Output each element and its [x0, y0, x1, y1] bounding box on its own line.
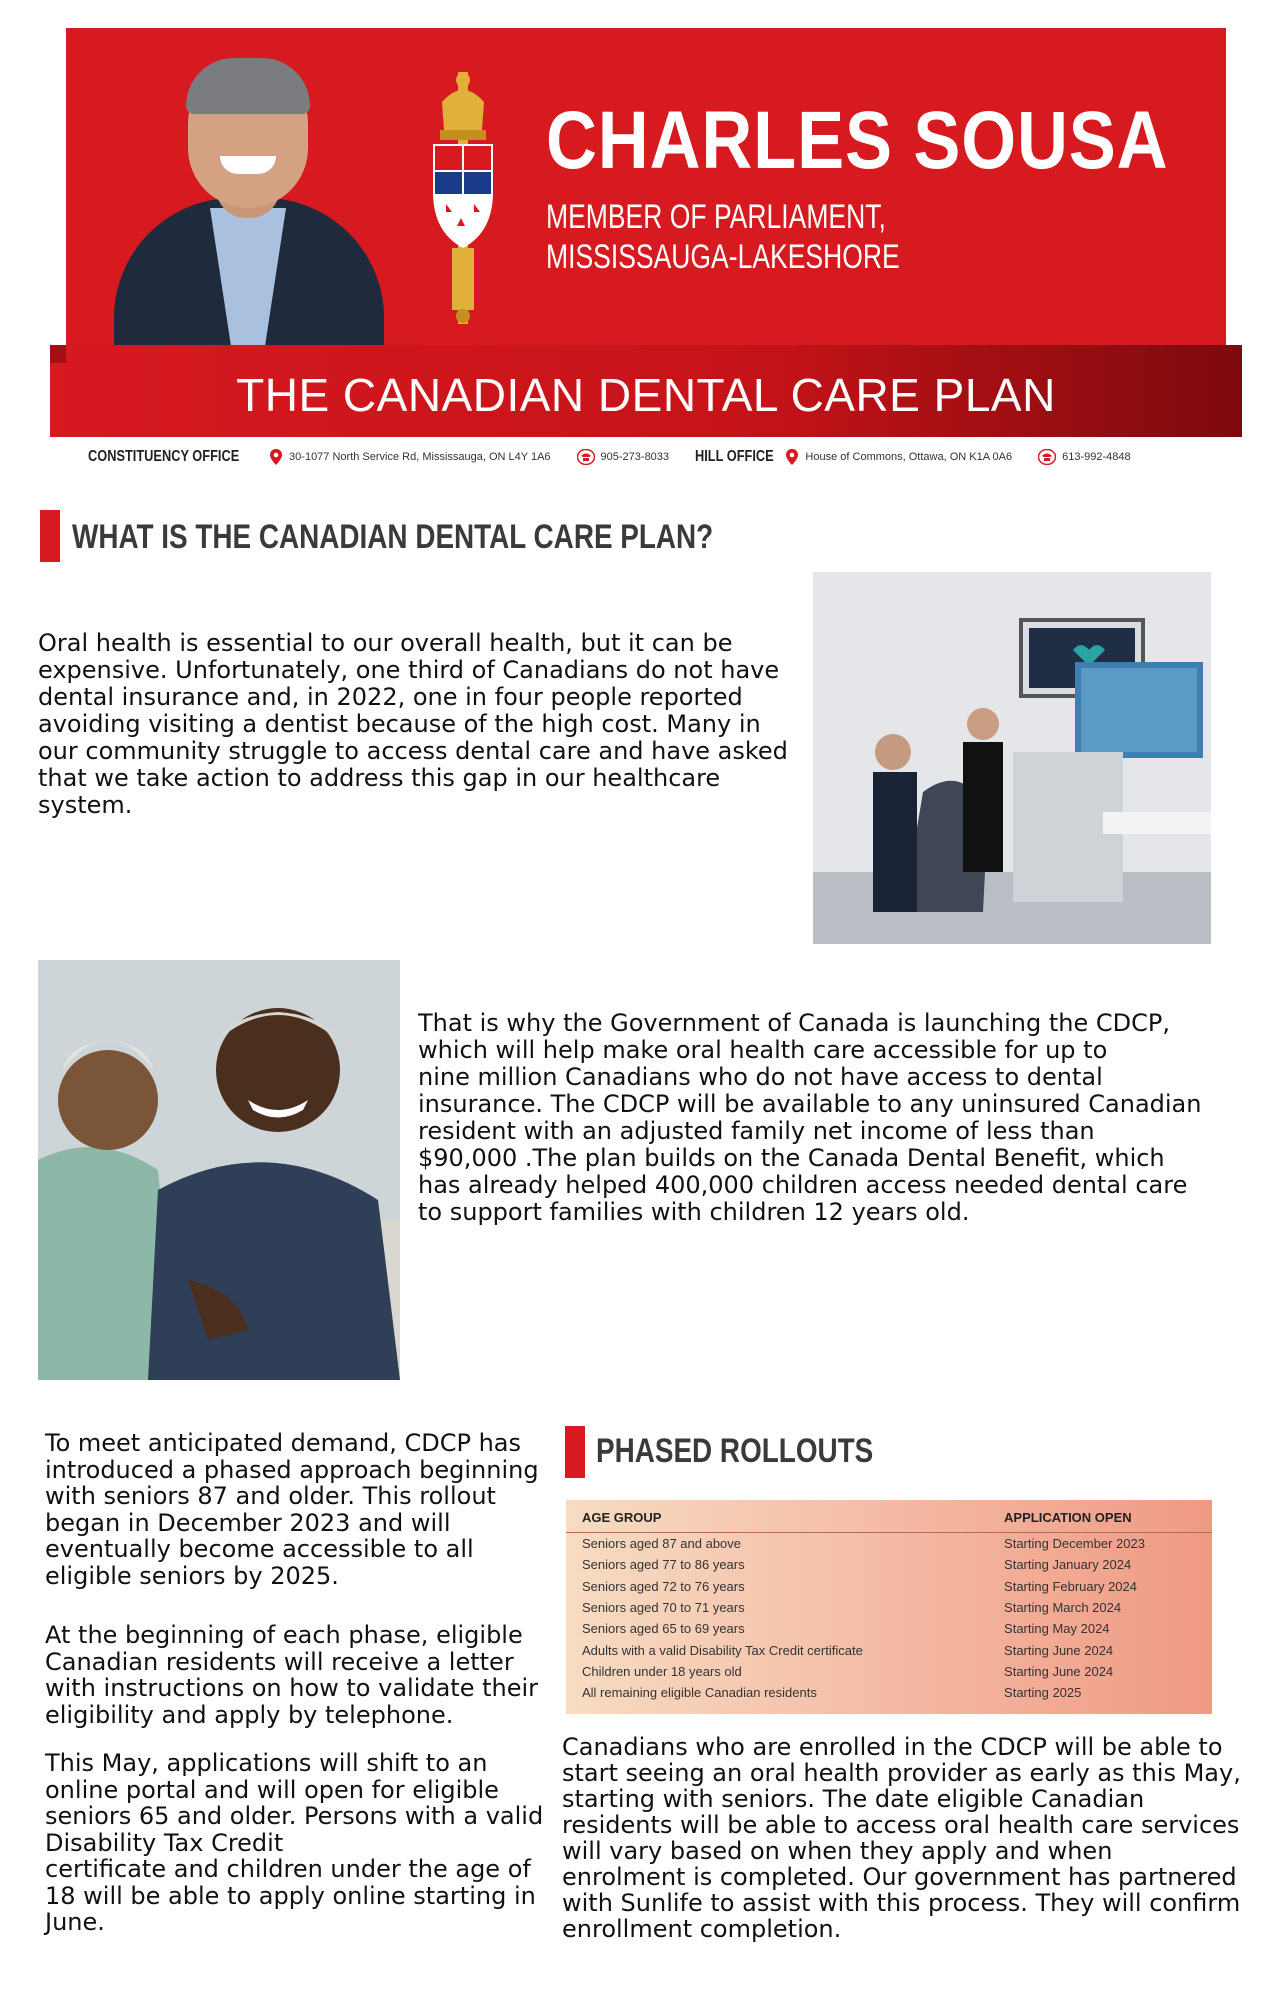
- application-open-cell: Starting January 2024: [1004, 1557, 1132, 1573]
- application-open-cell: Starting May 2024: [1004, 1621, 1110, 1637]
- section-accent-bar: [565, 1426, 585, 1478]
- age-group-cell: Children under 18 years old: [582, 1663, 742, 1679]
- enrolment-paragraph: Canadians who are enrolled in the CDCP will be able to start seeing an oral health provider as early as this May, starting with seniors. The date eligible Canadian residents will be able to access oral health care services will vary based on when they apply and when enrolment is completed. Our government has partnered with Sunlife to assist with this process. They will confirm enrollment completion.: [562, 1733, 1241, 1943]
- constituency-office-label: CONSTITUENCY OFFICE: [88, 448, 240, 465]
- application-open-cell: Starting 2025: [1004, 1685, 1082, 1701]
- table-row: [566, 1639, 1212, 1660]
- rollout-table: [566, 1500, 1212, 1714]
- location-pin-icon: [269, 449, 283, 465]
- hill-address: House of Commons, Ottawa, ON K1A 0A6: [805, 451, 1013, 463]
- cdcp-paragraph: [418, 1010, 1208, 1226]
- member-riding: MISSISSAUGA-LAKESHORE: [546, 238, 900, 276]
- hill-office-label: HILL OFFICE: [695, 448, 774, 465]
- table-row: [566, 1597, 1212, 1618]
- table-row: [566, 1533, 1212, 1555]
- portrait-photo: [92, 48, 404, 346]
- table-row: [566, 1576, 1212, 1597]
- table-row: [566, 1682, 1212, 1703]
- application-open-cell: Starting February 2024: [1004, 1578, 1137, 1594]
- section-accent-bar: [40, 510, 60, 562]
- table-row: [566, 1661, 1212, 1682]
- age-group-cell: Seniors aged 65 to 69 years: [582, 1621, 745, 1637]
- hill-phone[interactable]: 613-992-4848: [1062, 451, 1131, 463]
- phone-icon: [577, 449, 595, 465]
- age-group-cell: Seniors aged 77 to 86 years: [582, 1557, 745, 1573]
- table-header-application-open: APPLICATION OPEN: [1004, 1500, 1212, 1533]
- online-portal-part-2: certificate and children under the age of 18 will be able to apply online starting in June.: [45, 1855, 536, 1936]
- ribbon-fold-left: [50, 345, 66, 363]
- age-group-cell: All remaining eligible Canadian residents: [582, 1685, 817, 1701]
- age-group-cell: Seniors aged 87 and above: [582, 1536, 742, 1552]
- letter-instructions-paragraph: At the beginning of each phase, eligible Canadian residents will receive a letter with instructions on how to validate their eligibility and apply by telephone.: [45, 1621, 539, 1729]
- table-row: [566, 1618, 1212, 1639]
- member-role: MEMBER OF PARLIAMENT,: [546, 198, 886, 236]
- phased-approach-paragraph: To meet anticipated demand, CDCP has introduced a phased approach beginning with seniors 87 and older. This rollout began in December 2023 and will eventually become accessible to all eligible seniors by 2025.: [45, 1429, 539, 1590]
- application-open-cell: Starting June 2024: [1004, 1642, 1114, 1658]
- seniors-couple-photo: [38, 960, 400, 1380]
- location-pin-icon: [785, 449, 799, 465]
- cdcp-paragraph-part-2: nine million Canadians who do not have access to dental insurance. The CDCP will be available to any uninsured Canadian resident with an adjusted family net income of less than: [418, 1063, 1202, 1145]
- section-heading: WHAT IS THE CANADIAN DENTAL CARE PLAN?: [72, 518, 714, 556]
- online-portal-paragraph: [45, 1750, 555, 1936]
- application-open-cell: Starting June 2024: [1004, 1663, 1114, 1679]
- application-open-cell: Starting December 2023: [1004, 1536, 1145, 1552]
- section-heading: PHASED ROLLOUTS: [596, 1432, 874, 1470]
- intro-paragraph: Oral health is essential to our overall health, but it can be expensive. Unfortunately, one third of Canadians do not have dental insurance and, in 2022, one in four people reported avoiding visiting a dentist because of the high cost. Many in our community struggle to access dental care and have asked that we take action to address this gap in our healthcare system.: [38, 629, 788, 819]
- cdcp-paragraph-part-3: $90,000 .The plan builds on the Canada Dental Benefit, which has already helped 400,000 children access needed dental care to support families with children 12 years old.: [418, 1144, 1188, 1226]
- age-group-cell: Seniors aged 72 to 76 years: [582, 1578, 745, 1594]
- cdcp-paragraph-part-1: That is why the Government of Canada is launching the CDCP, which will help make oral health care accessible for up to: [418, 1009, 1170, 1064]
- age-group-cell: Seniors aged 70 to 71 years: [582, 1600, 745, 1616]
- online-portal-part-1: This May, applications will shift to an online portal and will open for eligible seniors 65 and older. Persons with a valid Disability Tax Credit: [45, 1749, 544, 1857]
- page-title: THE CANADIAN DENTAL CARE PLAN: [236, 369, 1056, 421]
- coat-of-arms-icon: [428, 72, 498, 324]
- member-name: CHARLES SOUSA: [546, 95, 1169, 186]
- office-info-bar: [88, 446, 1208, 468]
- table-header-age-group: AGE GROUP: [566, 1500, 1004, 1533]
- application-open-cell: Starting March 2024: [1004, 1600, 1122, 1616]
- table-row: [566, 1554, 1212, 1575]
- ribbon-fold-right: [1226, 345, 1242, 363]
- phone-icon: [1038, 449, 1056, 465]
- constituency-address: 30-1077 North Service Rd, Mississauga, ON L4Y 1A6: [289, 451, 551, 463]
- dental-clinic-photo: [813, 572, 1211, 944]
- constituency-phone[interactable]: 905-273-8033: [600, 451, 670, 463]
- age-group-cell: Adults with a valid Disability Tax Credit certificate: [582, 1642, 863, 1658]
